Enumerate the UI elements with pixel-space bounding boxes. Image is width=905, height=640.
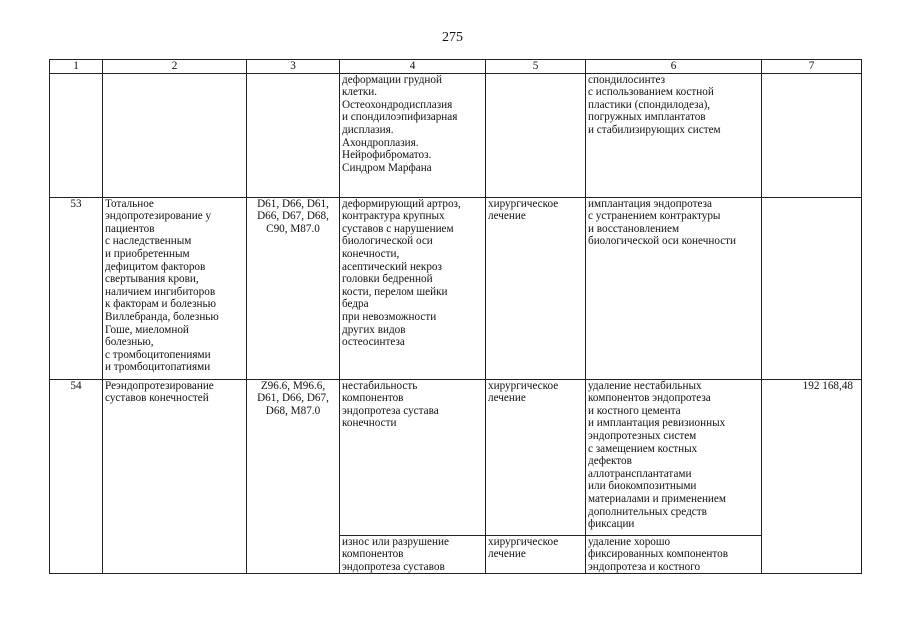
cell-text-line: деформирующий артроз,: [342, 197, 461, 210]
row-number-cell: [50, 73, 103, 197]
cell-text-line: лечение: [488, 210, 526, 223]
cell-text-line: износ или разрушение: [342, 535, 449, 548]
cell-text-line: бедра: [342, 298, 369, 311]
care-type-cell: [103, 73, 247, 197]
cell-text-line: хирургическое: [488, 535, 559, 548]
cell-text-line: кости, перелом шейки: [342, 285, 448, 298]
cell-text-line: хирургическое: [488, 379, 559, 392]
cell-text-line: свертывания крови,: [105, 273, 199, 286]
cell-text-line: D61, D66, D61,: [257, 197, 329, 210]
cell-text-line: с устранением контрактуры: [588, 210, 721, 223]
row-number-cell: 53: [50, 197, 103, 379]
treatment-type-cell: [486, 73, 586, 197]
cell-text-line: с наследственным: [105, 235, 192, 248]
cell-text-line: болезнью,: [105, 336, 154, 349]
cell-text-line: дисплазия.: [342, 123, 394, 136]
cell-text-line: клетки.: [342, 86, 378, 99]
cell-text-line: и приобретенным: [105, 247, 190, 260]
cell-text-line: конечности: [342, 417, 397, 430]
column-header: 2: [103, 60, 247, 74]
care-type-cell: [103, 197, 247, 379]
column-header: 6: [586, 60, 762, 74]
cell-text-line: D61, D66, D67,: [257, 392, 329, 405]
cell-text-line: пациентов: [105, 222, 155, 235]
cost-cell: 192 168,48: [762, 379, 862, 574]
cell-text-line: нестабильность: [342, 379, 418, 392]
cell-text-line: аллотрансплантатами: [588, 467, 692, 480]
column-header: 3: [247, 60, 340, 74]
cell-text-line: с тромбоцитопениями: [105, 348, 211, 361]
patient-model-cell: [340, 379, 486, 535]
cell-text-line: суставов с нарушением: [342, 222, 454, 235]
cell-text-line: удаление нестабильных: [588, 379, 702, 392]
care-type-cell: [103, 379, 247, 574]
cell-text-line: эндопротезирование у: [105, 210, 212, 223]
cell-text-line: Ахондроплазия.: [342, 136, 419, 149]
cell-text-line: конечности,: [342, 247, 400, 260]
cell-text-line: D68, M87.0: [265, 404, 321, 417]
cell-text-line: фиксации: [588, 518, 635, 531]
cell-text-line: и костного цемента: [588, 404, 681, 417]
cell-text-line: к факторам и болезнью: [105, 298, 216, 311]
cell-text-line: дефектов: [588, 455, 632, 468]
cell-text-line: Тотальное: [105, 197, 154, 210]
treatment-type-cell: [486, 379, 586, 535]
cell-text-line: при невозможности: [342, 310, 437, 323]
cell-text-line: с использованием костной: [588, 86, 714, 99]
patient-model-cell: [340, 197, 486, 379]
icd-codes-cell: [247, 73, 340, 197]
cell-text-line: суставов конечностей: [105, 392, 209, 405]
cell-text-line: компонентов эндопротеза: [588, 392, 711, 405]
procedures-table: [49, 59, 862, 574]
icd-codes-cell: [247, 379, 340, 574]
cell-text-line: компонентов: [342, 392, 404, 405]
cell-text-line: биологической оси конечности: [588, 235, 737, 248]
cell-text-line: Z96.6, M96.6,: [260, 379, 326, 392]
cell-text-line: Реэндопротезирование: [105, 379, 214, 392]
cell-text-line: Синдром Марфана: [342, 161, 432, 174]
cost-cell: [762, 197, 862, 379]
method-cell: [586, 73, 762, 197]
cell-text-line: эндопротеза и костного: [588, 560, 701, 573]
treatment-type-cell: [486, 197, 586, 379]
cell-text-line: головки бедренной: [342, 273, 433, 286]
treatment-type-cell: [486, 535, 586, 574]
cost-cell: [762, 73, 862, 197]
column-header: 5: [486, 60, 586, 74]
cell-text-line: погружных имплантатов: [588, 111, 706, 124]
cell-text-line: и тромбоцитопатиями: [105, 361, 211, 374]
cell-text-line: хирургическое: [488, 197, 559, 210]
cell-text-line: пластики (спондилодеза),: [588, 98, 711, 111]
method-cell: [586, 535, 762, 574]
cell-text-line: лечение: [488, 392, 526, 405]
row-number-cell: 54: [50, 379, 103, 574]
patient-model-cell: [340, 73, 486, 197]
cell-text-line: материалами и применением: [588, 492, 726, 505]
column-header: 7: [762, 60, 862, 74]
cell-text-line: эндопротеза суставов: [342, 560, 445, 573]
cell-text-line: Гоше, миеломной: [105, 323, 189, 336]
cell-text-line: дефицитом факторов: [105, 260, 206, 273]
cell-text-line: C90, M87.0: [266, 222, 320, 235]
column-header: 1: [50, 60, 103, 74]
cell-text-line: эндопротезных систем: [588, 429, 697, 442]
icd-codes-cell: [247, 197, 340, 379]
cell-text-line: имплантация эндопротеза: [588, 197, 712, 210]
method-cell: [586, 379, 762, 535]
cell-text-line: лечение: [488, 548, 526, 561]
method-cell: [586, 197, 762, 379]
cell-text-line: фиксированных компонентов: [588, 548, 728, 561]
cell-text-line: или биокомпозитными: [588, 480, 697, 493]
cell-text-line: и имплантация ревизионных: [588, 417, 726, 430]
cell-text-line: дополнительных средств: [588, 505, 707, 518]
column-number-row: [50, 60, 862, 74]
cell-text-line: биологической оси: [342, 235, 433, 248]
cell-text-line: наличием ингибиторов: [105, 285, 216, 298]
column-header: 4: [340, 60, 486, 74]
cell-text-line: с замещением костных: [588, 442, 698, 455]
page-number: 275: [442, 30, 463, 45]
cell-text-line: Виллебранда, болезнью: [105, 310, 219, 323]
cell-text-line: спондилосинтез: [588, 73, 666, 86]
cell-text-line: Нейрофиброматоз.: [342, 149, 432, 162]
cell-text-line: других видов: [342, 323, 406, 336]
cell-text-line: деформации грудной: [342, 73, 442, 86]
cell-text-line: D66, D67, D68,: [257, 210, 329, 223]
cell-text-line: эндопротеза сустава: [342, 404, 439, 417]
cell-text-line: удаление хорошо: [588, 535, 671, 548]
cell-text-line: и стабилизирующих систем: [588, 123, 721, 136]
table-row: [50, 379, 862, 535]
cell-text-line: и восстановлением: [588, 222, 680, 235]
cell-text-line: и спондилоэпифизарная: [342, 111, 458, 124]
patient-model-cell: [340, 535, 486, 574]
table-row: [50, 73, 862, 197]
cell-text-line: асептический некроз: [342, 260, 442, 273]
cell-text-line: остеосинтеза: [342, 336, 405, 349]
table-row: [50, 197, 862, 379]
cell-text-line: компонентов: [342, 548, 404, 561]
cell-text-line: контрактура крупных: [342, 210, 445, 223]
cell-text-line: Остеохондродисплазия: [342, 98, 453, 111]
